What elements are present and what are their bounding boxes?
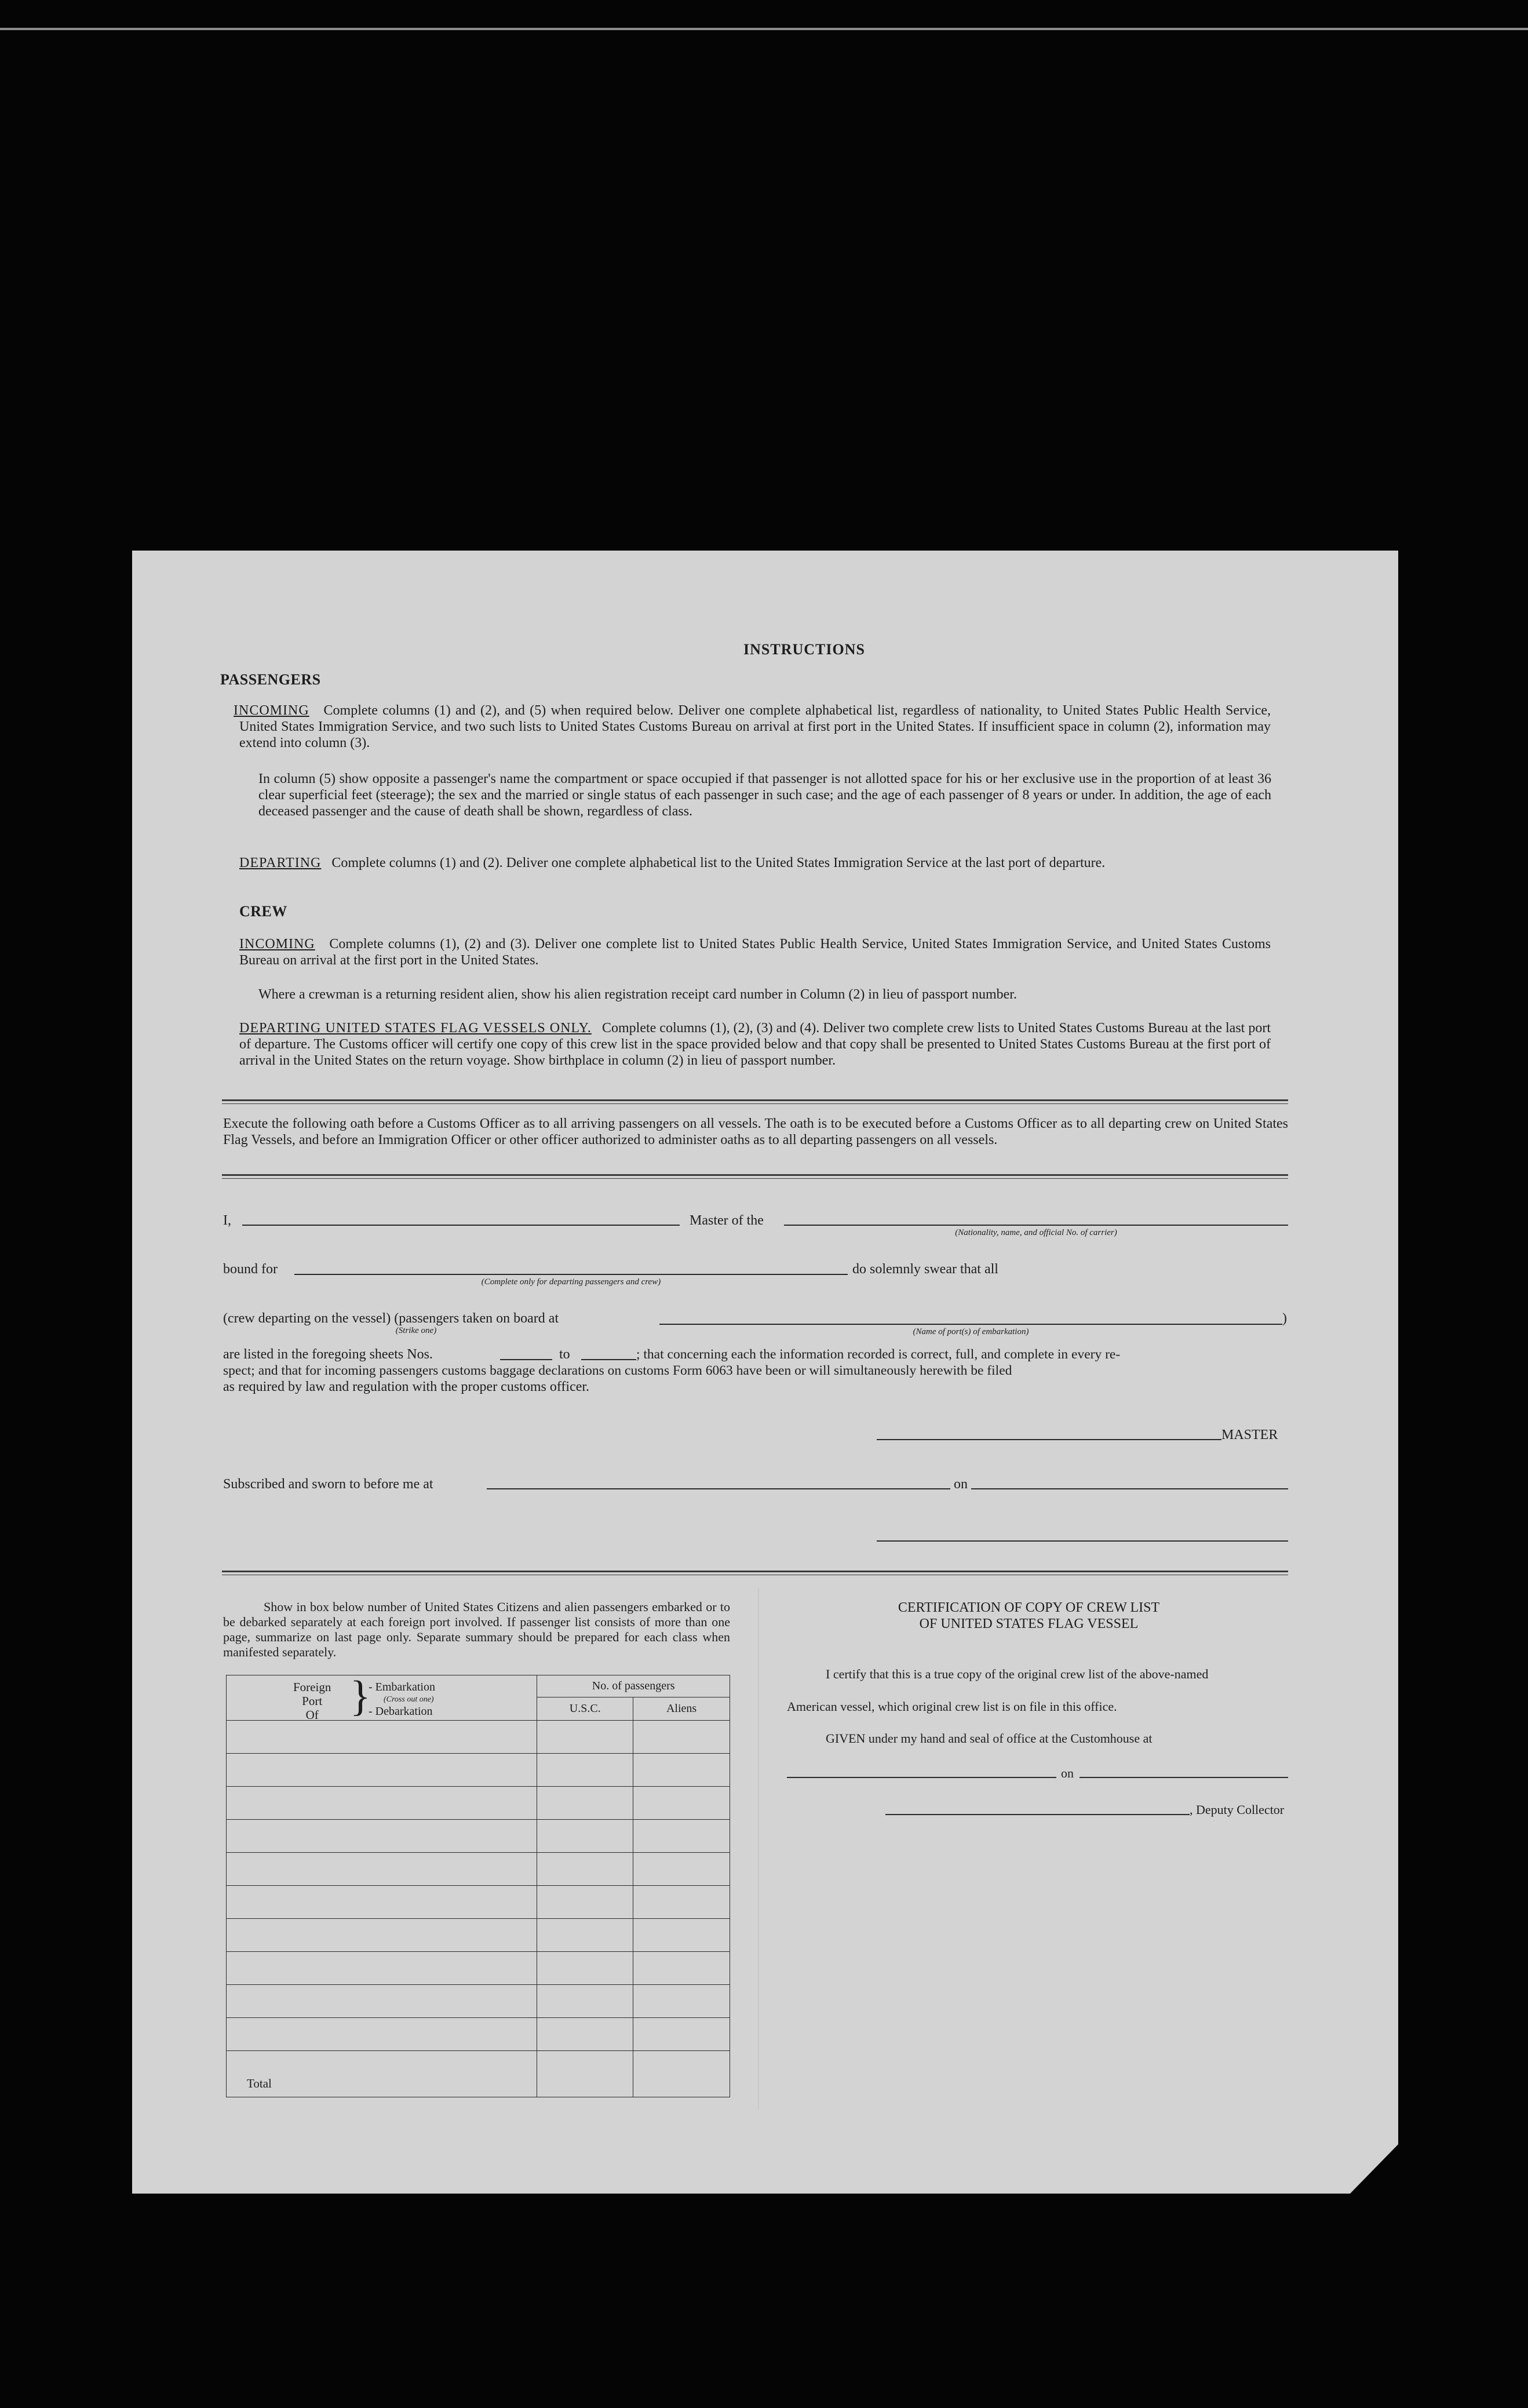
strike-one-caption: (Strike one) [395, 1326, 437, 1335]
deputy-signature-field[interactable] [885, 1814, 1190, 1815]
master-name-field[interactable] [242, 1225, 680, 1226]
table-row-port[interactable] [227, 1721, 537, 1754]
sheet-to-field[interactable] [581, 1359, 636, 1360]
table-row-aliens[interactable] [633, 1952, 730, 1985]
divider-2 [222, 1174, 1288, 1176]
column-divider [758, 1588, 759, 2110]
table-row-aliens[interactable] [633, 1721, 730, 1754]
cert-date-field[interactable] [1080, 1777, 1288, 1778]
close-paren: ) [1282, 1311, 1287, 1326]
brace-icon: } [350, 1673, 371, 1720]
passengers-incoming-text: Complete columns (1) and (2), and (5) when required below. Deliver one complete alphabetical list, regardless of nationality, to United States Public Health Service, United States Immigration Service, and two such lists to United States Customs Bureau on arrival at first port in the United States. If insufficient space in column (2), information may extend into column (3). [239, 703, 1271, 751]
table-row-usc[interactable] [537, 1985, 633, 2018]
bound-for-field[interactable] [294, 1274, 848, 1275]
crew-departing-paragraph [239, 1020, 1271, 1069]
deputy-collector-label: , Deputy Collector [1190, 1802, 1285, 1817]
film-edge-line [0, 28, 1528, 30]
table-row-aliens[interactable] [633, 1754, 730, 1787]
cert-line-2: American vessel, which original crew list is on file in this office. [787, 1699, 1117, 1714]
cert-heading-line-1: CERTIFICATION OF COPY OF CREW LIST [898, 1600, 1160, 1615]
table-row-usc[interactable] [537, 1853, 633, 1886]
passengers-incoming-label: INCOMING [234, 703, 309, 718]
master-signature-field[interactable] [877, 1439, 1221, 1440]
port-header-cell [227, 1675, 537, 1721]
master-label: MASTER [1221, 1427, 1278, 1442]
cert-line-1: I certify that this is a true copy of the original crew list of the above-named [826, 1667, 1209, 1681]
carrier-field[interactable] [784, 1225, 1288, 1226]
crew-departing-text: Complete columns (1), (2), (3) and (4). Deliver two complete crew lists to United States Customs Bureau at the last port of departure. The Customs officer will certify one copy of this crew list in the space provided below and that copy shall be presented to United States Customs Bureau at the first port of arrival in the United States on the return voyage. Show birthplace in column (2) in lieu of passport number. [239, 1021, 1271, 1068]
table-row-aliens[interactable] [633, 2018, 730, 2051]
page-title: INSTRUCTIONS [743, 641, 865, 658]
listed-text-1: are listed in the foregoing sheets Nos. [223, 1347, 433, 1362]
sheet-from-field[interactable] [500, 1359, 552, 1360]
table-row-usc[interactable] [537, 2018, 633, 2051]
table-row-usc[interactable] [537, 1886, 633, 1919]
officer-signature-field[interactable] [877, 1540, 1288, 1542]
table-row-port[interactable] [227, 1985, 537, 2018]
table-row-port[interactable] [227, 2018, 537, 2051]
cert-heading-line-2: OF UNITED STATES FLAG VESSEL [919, 1616, 1139, 1631]
crew-incoming-text: Complete columns (1), (2) and (3). Deliver one complete list to United States Public Health Service, United States Immigration Service, and United States Customs Bureau on arrival at the first port in the United States. [239, 937, 1271, 968]
table-row-aliens[interactable] [633, 1985, 730, 2018]
crew-resident-paragraph: Where a crewman is a returning resident alien, show his alien registration receipt card number in Column (2) in lieu of passport number. [258, 987, 1017, 1002]
total-label: Total [227, 2051, 537, 2097]
total-aliens[interactable] [633, 2051, 730, 2097]
table-row-aliens[interactable] [633, 1820, 730, 1853]
of-label: Of [305, 1708, 319, 1722]
master-of-label: Master of the [690, 1213, 764, 1228]
table-row-aliens[interactable] [633, 1919, 730, 1952]
divider-1 [222, 1099, 1288, 1101]
subscribed-label: Subscribed and sworn to before me at [223, 1477, 433, 1492]
divider-3 [222, 1571, 1288, 1572]
crew-departing-label: DEPARTING UNITED STATES FLAG VESSELS ONLY. [239, 1021, 592, 1036]
table-row-port[interactable] [227, 1919, 537, 1952]
cross-out-caption: (Cross out one) [384, 1695, 434, 1704]
table-row-aliens[interactable] [633, 1853, 730, 1886]
table-row-usc[interactable] [537, 1919, 633, 1952]
sworn-on-label: on [954, 1477, 968, 1492]
passengers-departing-text: Complete columns (1) and (2). Deliver one complete alphabetical list to the United States Immigration Service at the last port of departure. [331, 855, 1106, 870]
listed-text-4: as required by law and regulation with the proper customs officer. [223, 1379, 590, 1394]
table-row-usc[interactable] [537, 1820, 633, 1853]
crew-heading: CREW [239, 903, 287, 920]
box-instructions: Show in box below number of United States Citizens and alien passengers embarked or to be debarked separately at each foreign port involved. If passenger list consists of more than one page, summarize on last page only. Separate summary should be prepared for each class when manifested separately. [223, 1600, 730, 1659]
usc-header: U.S.C. [537, 1697, 633, 1721]
table-row-usc[interactable] [537, 1754, 633, 1787]
table-row-port[interactable] [227, 1886, 537, 1919]
passengers-departing-label: DEPARTING [239, 855, 322, 870]
customhouse-field[interactable] [787, 1777, 1056, 1778]
carrier-caption: (Nationality, name, and official No. of carrier) [955, 1228, 1117, 1237]
table-row-usc[interactable] [537, 1787, 633, 1820]
passengers-departing-paragraph [239, 855, 1271, 871]
passengers-column5-paragraph: In column (5) show opposite a passenger's name the compartment or space occupied if that passenger is not allotted space for his or her exclusive use in the proportion of at least 36 clear superficial feet (steerage); the sex and the married or single status of each passenger in such case; and the age of each passenger of 8 years or under. In addition, the age of each deceased passenger and the cause of death shall be shown, regardless of class. [258, 771, 1271, 819]
passengers-incoming-paragraph [234, 702, 1271, 751]
document-page [132, 551, 1398, 2194]
table-row-aliens[interactable] [633, 1886, 730, 1919]
total-usc[interactable] [537, 2051, 633, 2097]
oath-intro: Execute the following oath before a Customs Officer as to all arriving passengers on all vessels. The oath is to be executed before a Customs Officer as to all departing crew on United States Flag Vessels, and before an Immigration Officer or other officer authorized to administer oaths as to all departing passengers on all vessels. [223, 1116, 1288, 1147]
crew-incoming-paragraph [239, 936, 1271, 968]
to-label: to [559, 1347, 570, 1362]
oath-i-label: I, [223, 1213, 231, 1228]
divider-1b [222, 1103, 1288, 1104]
divider-2b [222, 1178, 1288, 1179]
port-label: Port [302, 1694, 323, 1708]
crew-incoming-label: INCOMING [239, 937, 315, 952]
bound-for-label: bound for [223, 1262, 278, 1277]
listed-text-2: ; that concerning each the information recorded is correct, full, and complete in every re- [636, 1347, 1121, 1362]
table-row-port[interactable] [227, 1787, 537, 1820]
no-passengers-header: No. of passengers [537, 1675, 730, 1697]
table-row-port[interactable] [227, 1952, 537, 1985]
foreign-label: Foreign [293, 1680, 331, 1694]
bound-for-caption: (Complete only for departing passengers and crew) [481, 1277, 661, 1287]
table-row-aliens[interactable] [633, 1787, 730, 1820]
sworn-date-field[interactable] [971, 1488, 1288, 1489]
certification-heading [770, 1600, 1288, 1632]
table-row-usc[interactable] [537, 1721, 633, 1754]
crew-departing-option: (crew departing on the vessel) (passengers taken on board at [223, 1311, 559, 1326]
table-row-port[interactable] [227, 1853, 537, 1886]
passengers-heading: PASSENGERS [220, 671, 321, 688]
ports-caption: (Name of port(s) of embarkation) [913, 1327, 1029, 1336]
passenger-count-table [226, 1675, 730, 2097]
table-row-port[interactable] [227, 1820, 537, 1853]
table-row-usc[interactable] [537, 1952, 633, 1985]
swear-label: do solemnly swear that all [852, 1262, 998, 1277]
ports-field[interactable] [659, 1324, 1282, 1325]
aliens-header: Aliens [633, 1697, 730, 1721]
table-row-port[interactable] [227, 1754, 537, 1787]
cert-line-3: GIVEN under my hand and seal of office at the Customhouse at [826, 1731, 1153, 1746]
folded-corner [1350, 2144, 1398, 2194]
embarkation-label: - Embarkation [369, 1681, 435, 1693]
cert-on-label: on [1061, 1766, 1074, 1780]
debarkation-label: - Debarkation [369, 1705, 433, 1718]
listed-text-3: spect; and that for incoming passengers customs baggage declarations on customs Form 6063 have been or will simultaneously herewith be filed [223, 1363, 1012, 1378]
sworn-place-field[interactable] [487, 1488, 950, 1489]
